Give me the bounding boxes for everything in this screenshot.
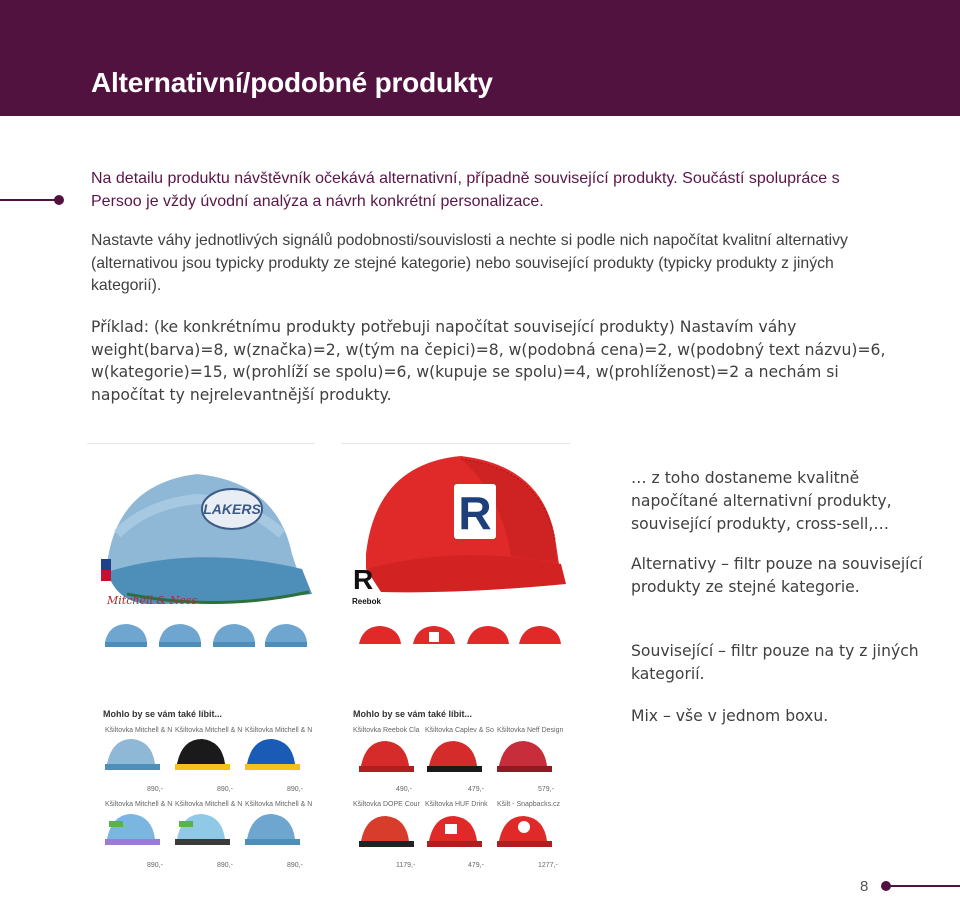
sidebar-text-related: Související – filtr pouze na ty z jiných kategorií. — [631, 642, 919, 683]
item-name: Kšiltovka Reebok Cla — [353, 727, 420, 734]
header-band — [0, 0, 960, 116]
item-price: 890,- — [287, 786, 303, 793]
svg-text:R: R — [458, 487, 492, 539]
recommend-label: Mohlo by se vám také líbit... — [353, 709, 473, 719]
item-name: Kšiltovka HUF Drink — [425, 801, 488, 808]
product-screenshot-lakers — [87, 443, 315, 877]
item-name: Kšiltovka Mitchell & N — [105, 801, 173, 808]
item-price: 1179,- — [396, 862, 416, 869]
item-price: 890,- — [217, 862, 233, 869]
item-price: 579,- — [538, 786, 554, 793]
decorative-line-right — [885, 885, 960, 887]
page-title: Alternativní/podobné produkty — [91, 67, 493, 98]
item-name: Kšilt - Snapbacks.cz — [497, 801, 561, 808]
sidebar-text-result: … z toho dostaneme kvalitně napočítané alternativní produkty, související produkty, cross-sell,… — [631, 469, 892, 533]
reebok-cap-illustration — [341, 444, 570, 877]
paragraph-signals: Nastavte váhy jednotlivých signálů podobnosti/souvislosti a nechte si podle nich napočítat kvalitní alternativy (alternativou jsou typicky produkty ze stejné kategorie) nebo související produkty (typicky produkty z jiných kategorií). — [91, 232, 848, 294]
item-name: Kšiltovka Mitchell & N — [245, 727, 313, 734]
reebok-logo: R — [353, 564, 374, 595]
item-name: Kšiltovka Mitchell & N — [245, 801, 313, 808]
decorative-line-left — [0, 199, 60, 201]
item-price: 490,- — [396, 786, 412, 793]
item-name: Kšiltovka Mitchell & N — [105, 727, 173, 734]
item-price: 479,- — [468, 786, 484, 793]
sidebar-text-mix: Mix – vše v jednom boxu. — [631, 707, 829, 725]
item-price: 890,- — [147, 786, 163, 793]
recommend-label: Mohlo by se vám také líbit... — [103, 709, 223, 719]
item-price: 890,- — [147, 862, 163, 869]
item-name: Kšiltovka Caplev & So — [425, 727, 494, 734]
item-name: Kšiltovka Neff Design — [497, 727, 564, 734]
decorative-dot-left — [54, 195, 64, 205]
item-name: Kšiltovka Mitchell & N — [175, 801, 243, 808]
paragraph-example: Příklad: (ke konkrétnímu produkty potřebuji napočítat související produkty) Nastavím váhy weight(barva)=8, w(značka)=2, w(tým na čepici)=8, w(podobná cena)=2, w(podobný text názvu)=6, w(kategorie)=15, w(prohlíží se spolu)=6, w(kupuje se spolu)=4, w(prohlíženost)=2 a nechám si napočítat ty nejrelevantnější produkty. — [91, 318, 886, 404]
page-number: 8 — [860, 878, 869, 895]
intro-text: Na detailu produktu návštěvník očekává alternativní, případně související produkty. Součástí spolupráce s Persoo je vždy úvodní analýza a návrh konkrétní personalizace. — [91, 170, 840, 210]
item-price: 890,- — [287, 862, 303, 869]
product-screenshot-reebok — [341, 443, 570, 877]
item-price: 1277,- — [538, 862, 558, 869]
item-name: Kšiltovka Mitchell & N — [175, 727, 243, 734]
item-price: 890,- — [217, 786, 233, 793]
brand-logo-mitchell-ness: Mitchell & Ness — [107, 594, 198, 607]
svg-text:LAKERS: LAKERS — [203, 501, 261, 517]
item-name: Kšiltovka DOPE Cour — [353, 801, 420, 808]
brand-logo-reebok: Reebok — [352, 597, 381, 606]
sidebar-text-alternatives: Alternativy – filtr pouze na související produkty ze stejné kategorie. — [631, 555, 923, 596]
lakers-cap-illustration — [87, 444, 315, 877]
item-price: 479,- — [468, 862, 484, 869]
